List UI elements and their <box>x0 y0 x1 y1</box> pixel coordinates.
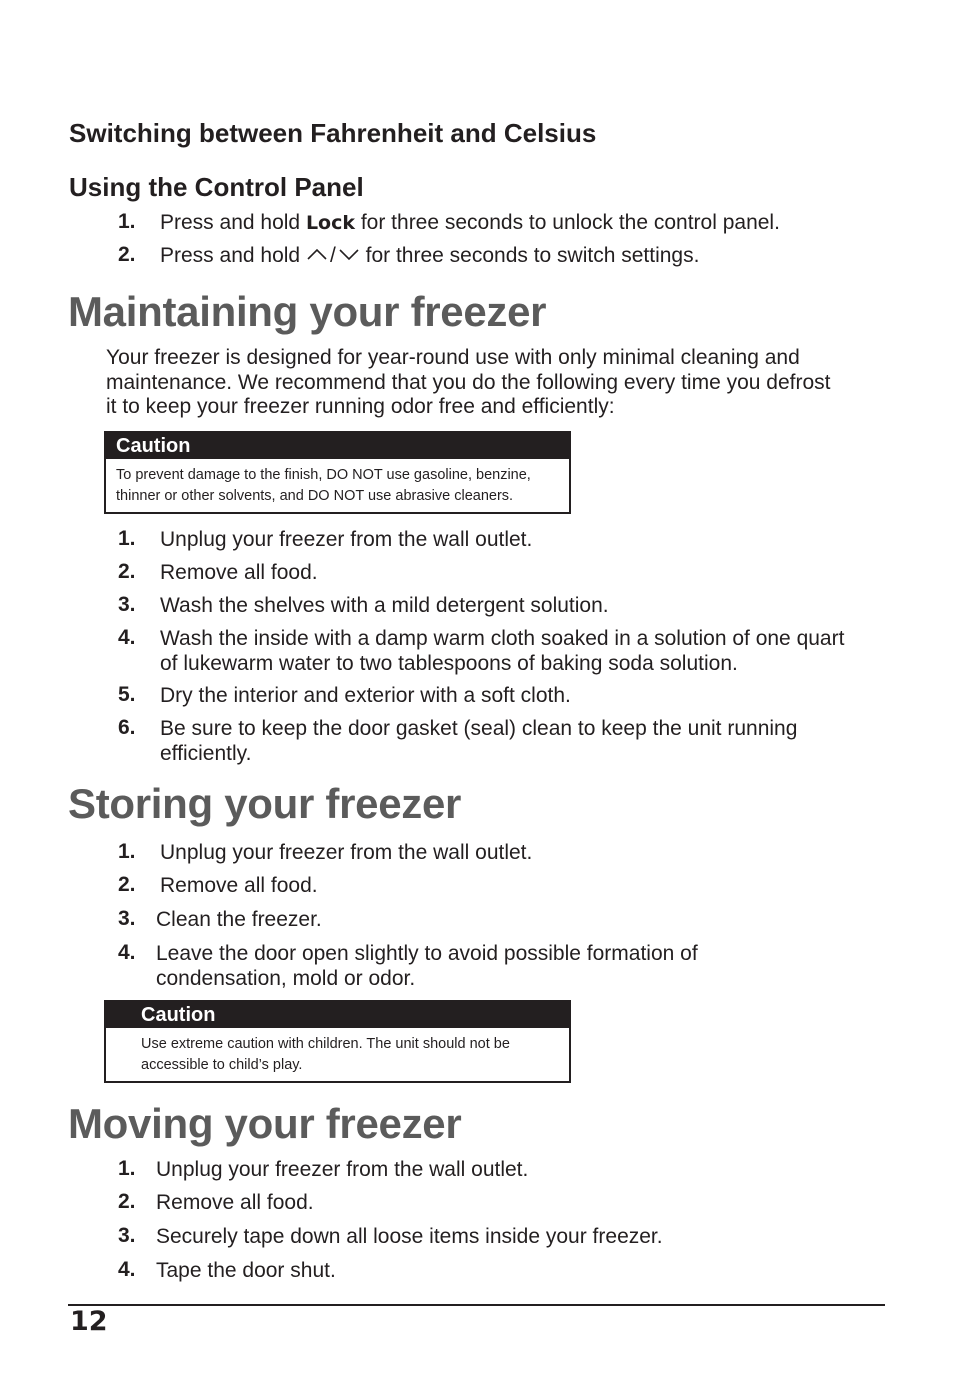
list-number: 3. <box>118 907 136 930</box>
list-number: 2. <box>118 1190 136 1213</box>
list-number: 2. <box>118 560 136 583</box>
caution-box <box>104 431 571 514</box>
list-text: Wash the inside with a damp warm cloth soaked in a solution of one quart of lukewarm water to two tablespoons of baking soda solution. <box>160 627 845 675</box>
list-text: Wash the shelves with a mild detergent solution. <box>160 594 609 617</box>
list-text: Press and hold / for three seconds to switch settings. <box>160 244 700 267</box>
subheading-control-panel: Using the Control Panel <box>69 172 364 202</box>
list-text: Tape the door shut. <box>156 1259 336 1282</box>
list-number: 3. <box>118 593 136 616</box>
list-text: Dry the interior and exterior with a soft cloth. <box>160 684 571 707</box>
caution-label: Caution <box>106 1002 569 1028</box>
caution-label: Caution <box>106 433 569 459</box>
section-heading-moving: Moving your freezer <box>68 1100 462 1147</box>
list-text: Unplug your freezer from the wall outlet. <box>160 528 533 551</box>
list-number: 3. <box>118 1224 136 1247</box>
list-number: 2. <box>118 873 136 896</box>
caution-text: To prevent damage to the finish, DO NOT use gasoline, benzine, thinner or other solvents, and DO NOT use abrasive cleaners. <box>116 467 531 504</box>
section-heading-fahrenheit-celsius: Switching between Fahrenheit and Celsius <box>69 118 597 148</box>
list-text: Unplug your freezer from the wall outlet. <box>160 841 533 864</box>
list-text: Remove all food. <box>160 561 318 584</box>
chevron-down-icon <box>338 247 360 261</box>
list-number: 4. <box>118 1258 136 1281</box>
list-number: 2. <box>118 243 136 266</box>
list-text: Remove all food. <box>160 874 318 897</box>
list-text: Press and hold Lock for three seconds to unlock the control panel. <box>160 211 780 234</box>
list-text: Unplug your freezer from the wall outlet. <box>156 1158 529 1181</box>
list-text: Remove all food. <box>156 1191 314 1214</box>
footer-divider <box>68 1304 885 1306</box>
caution-text: Use extreme caution with children. The unit should not be accessible to child’s play. <box>141 1036 510 1073</box>
list-number: 1. <box>118 527 136 550</box>
lock-key-label: Lock <box>305 212 355 234</box>
section-heading-maintaining: Maintaining your freezer <box>68 288 547 335</box>
chevron-up-icon <box>306 247 328 261</box>
intro-paragraph: Your freezer is designed for year-round use with only minimal cleaning and maintenance. We recommend that you do the following every time you defrost it to keep your freezer running odor free and efficiently: <box>106 346 831 418</box>
list-text: Leave the door open slightly to avoid possible formation of condensation, mold or odor. <box>156 942 698 990</box>
list-number: 4. <box>118 941 136 964</box>
list-number: 6. <box>118 716 136 739</box>
list-number: 1. <box>118 210 136 233</box>
list-text: Be sure to keep the door gasket (seal) clean to keep the unit running efficiently. <box>160 717 798 765</box>
page-number: 12 <box>70 1306 108 1337</box>
list-number: 1. <box>118 840 136 863</box>
caution-box <box>104 1000 571 1083</box>
list-text: Securely tape down all loose items inside your freezer. <box>156 1225 663 1248</box>
list-number: 4. <box>118 626 136 649</box>
section-heading-storing: Storing your freezer <box>68 780 462 827</box>
list-number: 1. <box>118 1157 136 1180</box>
list-text: Clean the freezer. <box>156 908 322 931</box>
list-number: 5. <box>118 683 136 706</box>
